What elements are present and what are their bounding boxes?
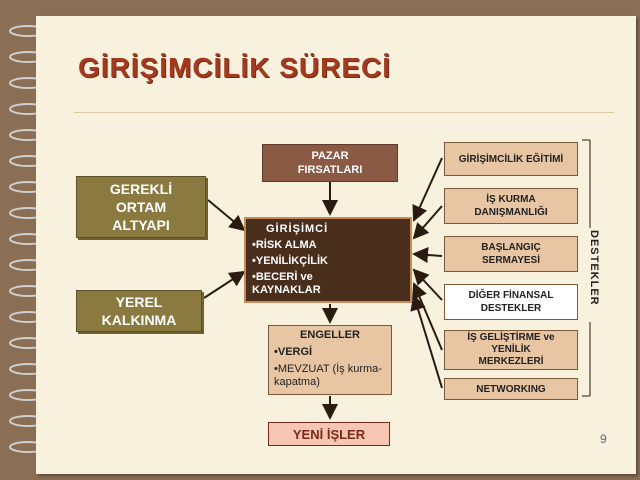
supports-label: DESTEKLER <box>588 230 600 306</box>
new-jobs-box: YENİ İŞLER <box>268 422 390 446</box>
obstacles-item: •MEVZUAT (İş kurma-kapatma) <box>274 363 382 388</box>
support-other-financial: DİĞER FİNANSAL DESTEKLER <box>444 284 578 320</box>
infrastructure-box: GEREKLİ ORTAM ALTYAPI <box>76 176 206 238</box>
market-opportunities-box: PAZAR FIRSATLARI <box>262 144 398 182</box>
local-development-box: YEREL KALKINMA <box>76 290 202 332</box>
support-entrepreneurship-education: GİRİŞİMCİLİK EĞİTİMİ <box>444 142 578 176</box>
entrepreneur-box <box>244 217 412 303</box>
page-number: 9 <box>600 432 607 446</box>
entrepreneur-item: •YENİLİKÇİLİK <box>252 255 328 267</box>
support-networking: NETWORKING <box>444 378 578 400</box>
obstacles-heading: ENGELLER <box>300 329 360 341</box>
obstacles-box <box>268 325 392 395</box>
support-startup-capital: BAŞLANGIÇ SERMAYESİ <box>444 236 578 272</box>
entrepreneur-item: •RİSK ALMA <box>252 239 317 251</box>
support-business-development-centers: İŞ GELİŞTİRME ve YENİLİK MERKEZLERİ <box>444 330 578 370</box>
slide-title: GİRİŞİMCİLİK SÜRECİ <box>78 52 392 83</box>
support-business-consulting: İŞ KURMA DANIŞMANLIĞI <box>444 188 578 224</box>
obstacles-item: •VERGİ <box>274 346 313 358</box>
entrepreneur-heading: GİRİŞİMCİ <box>266 223 329 235</box>
entrepreneur-item: •BECERİ ve KAYNAKLAR <box>252 271 321 296</box>
